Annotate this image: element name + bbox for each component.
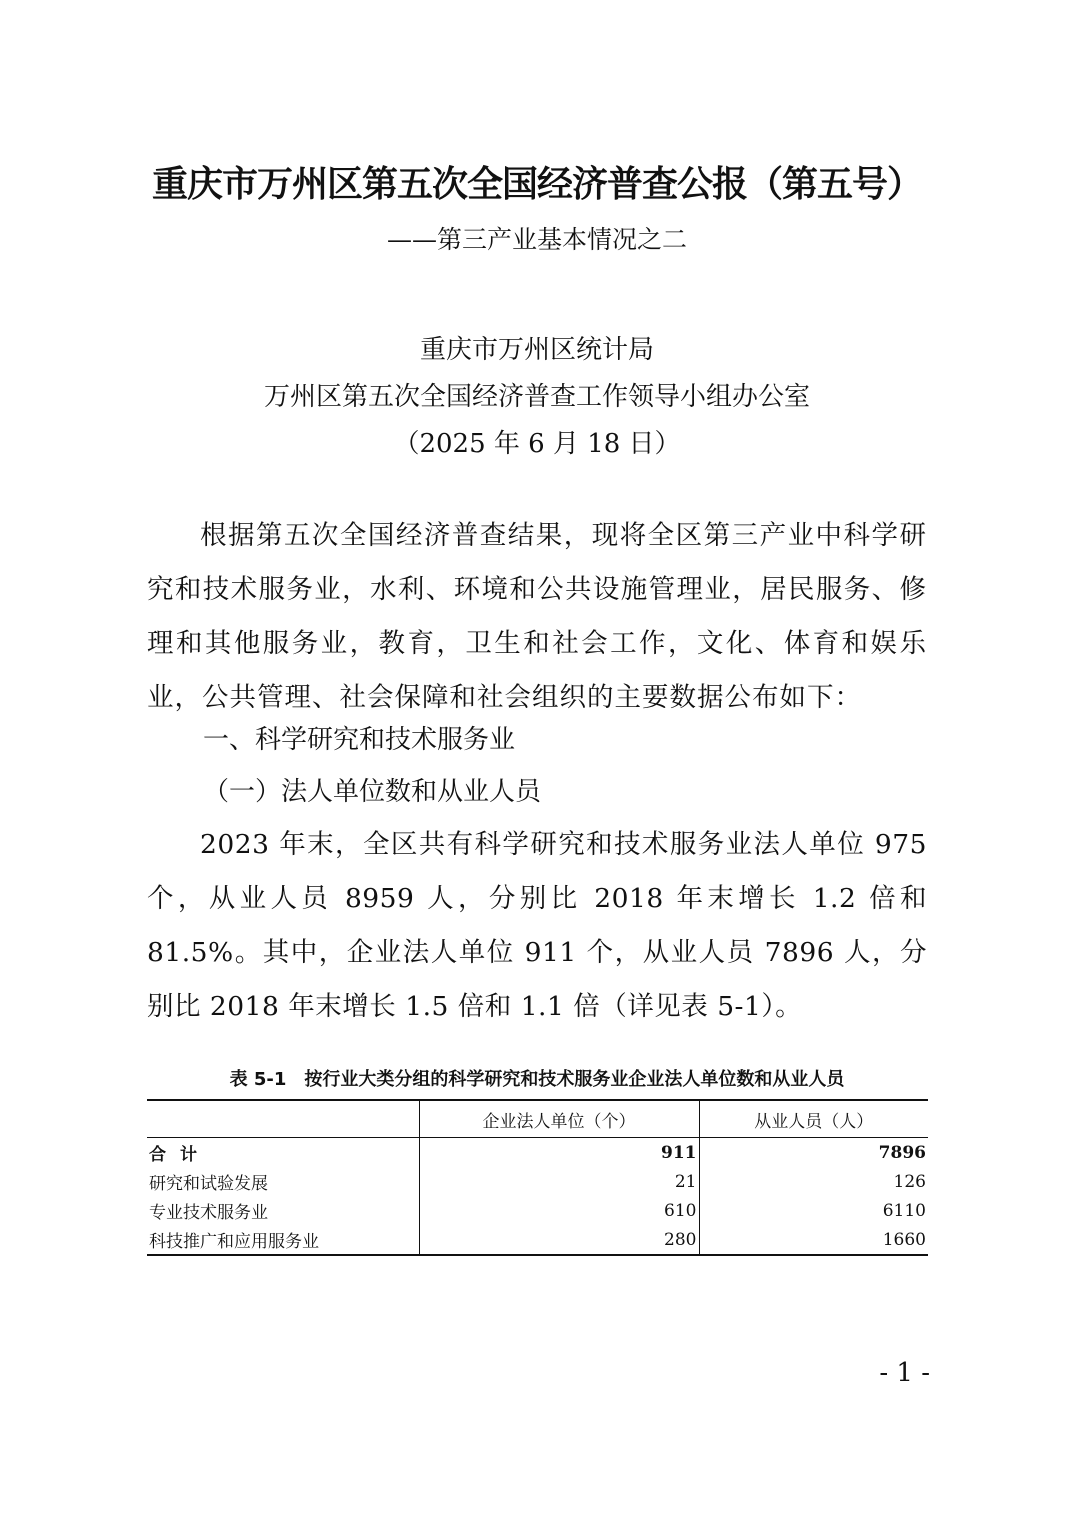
- section-heading: 一、科学研究和技术服务业: [203, 725, 516, 755]
- table-row: [147, 1167, 928, 1196]
- table-cell-employees: 1660: [699, 1225, 928, 1255]
- table-cell-units: 911: [419, 1138, 699, 1168]
- data-table: [147, 1099, 928, 1256]
- table-cell-label: 研究和试验发展: [149, 1174, 268, 1194]
- document-subtitle: ——第三产业基本情况之二: [386, 225, 687, 254]
- table-cell-employees: 6110: [699, 1196, 928, 1225]
- table-cell-units: 21: [419, 1167, 699, 1196]
- table-header-row: [147, 1100, 928, 1138]
- table-row: [147, 1225, 928, 1255]
- table-total-row: [147, 1138, 928, 1168]
- table-cell-label: 科技推广和应用服务业: [149, 1232, 319, 1252]
- issue-date: （2025 年 6 月 18 日）: [393, 429, 681, 459]
- table-caption: 表 5-1 按行业大类分组的科学研究和技术服务业企业法人单位数和从业人员: [229, 1069, 845, 1090]
- body-paragraph: 2023 年末，全区共有科学研究和技术服务业法人单位 975 个，从业人员 8959 人，分别比 2018 年末增长 1.2 倍和 81.5%。其中，企业法人单位 911 个，从业人员 7896 人，分别比 2018 年末增长 1.5 倍和 1.1 倍（详见表 5-1）。: [147, 829, 927, 1022]
- table-cell-employees: 7896: [699, 1138, 928, 1168]
- page-number: - 1 -: [879, 1358, 930, 1388]
- issuer-bureau: 重庆市万州区统计局: [419, 335, 654, 365]
- subsection-heading: （一）法人单位数和从业人员: [203, 777, 542, 807]
- table-cell-units: 280: [419, 1225, 699, 1255]
- document-title: 重庆市万州区第五次全国经济普查公报（第五号）: [151, 164, 922, 205]
- table-cell-employees: 126: [699, 1167, 928, 1196]
- intro-paragraph: 根据第五次全国经济普查结果，现将全区第三产业中科学研究和技术服务业，水利、环境和公共设施管理业，居民服务、修理和其他服务业，教育，卫生和社会工作，文化、体育和娱乐业，公共管理、社会保障和社会组织的主要数据公布如下：: [147, 520, 927, 713]
- issuer-office: 万州区第五次全国经济普查工作领导小组办公室: [263, 382, 810, 412]
- table-row: [147, 1196, 928, 1225]
- table-cell-units: 610: [419, 1196, 699, 1225]
- table-cell-label: 专业技术服务业: [149, 1203, 268, 1223]
- table-header-cell: 从业人员（人）: [699, 1100, 928, 1138]
- table-header-cell: [147, 1100, 419, 1138]
- table-cell-label: 合计: [149, 1145, 211, 1165]
- table-header-cell: 企业法人单位（个）: [419, 1100, 699, 1138]
